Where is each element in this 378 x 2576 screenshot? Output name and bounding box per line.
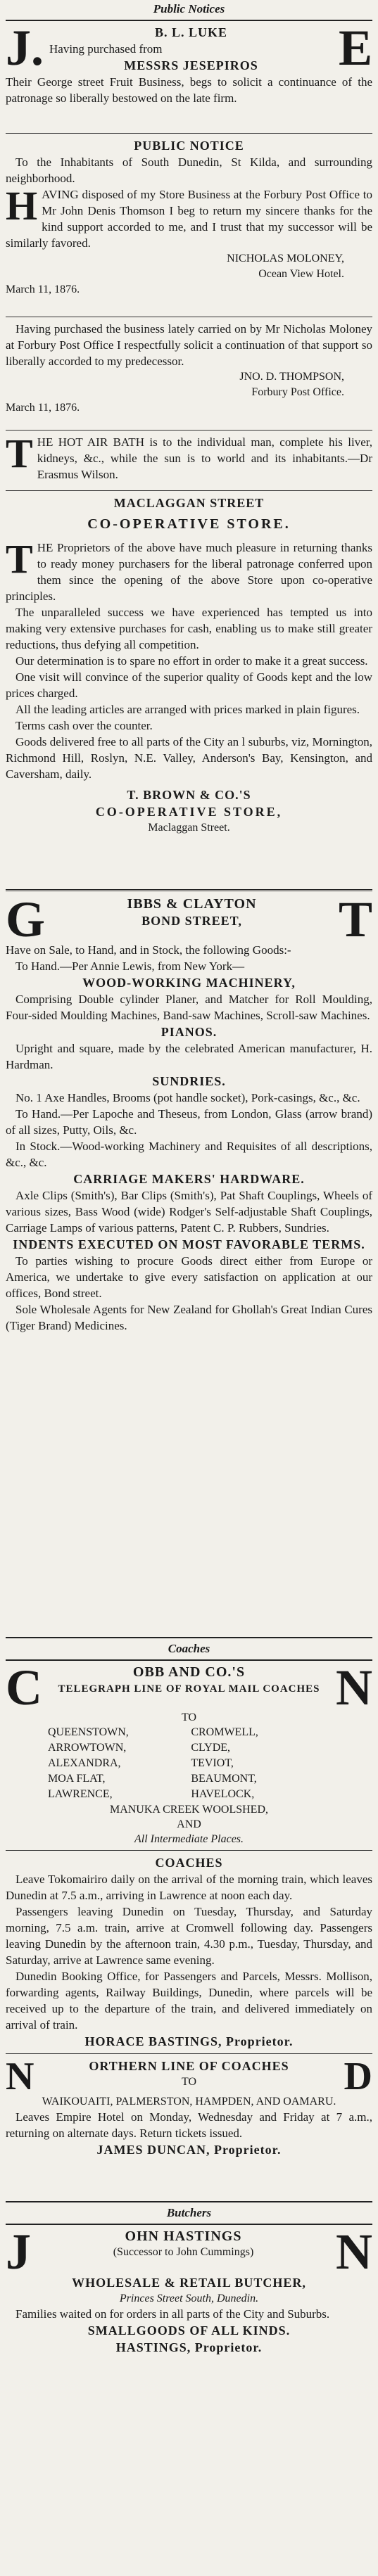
drop-capital: T	[6, 431, 33, 476]
notice-paragraph: In Stock.—Wood-working Machinery and Requisites of all descriptions, &c., &c.	[6, 1140, 372, 1169]
drop-capital: N	[6, 2055, 34, 2098]
drop-capital: N	[336, 1659, 372, 1716]
destination: BEAUMONT,	[191, 1773, 257, 1785]
destination: All Intermediate Places.	[134, 1833, 244, 1845]
subheading: COACHES	[155, 1856, 223, 1870]
notice-butcher	[6, 2224, 372, 2390]
subheading: SMALLGOODS OF ALL KINDS.	[87, 2323, 291, 2338]
notice-body: HE HOT AIR BATH is to the individual man, complete his liver, kidneys, &c., while the sun is to world and its inhabitants.—Dr Erasmus Wilson.	[37, 435, 372, 481]
notice-thompson	[6, 321, 372, 426]
destination: MOA FLAT,	[48, 1773, 106, 1785]
signature: CO-OPERATIVE STORE,	[95, 805, 283, 819]
dateline: March 11, 1876.	[6, 283, 80, 295]
notice-title: TELEGRAPH LINE OF ROYAL MAIL COACHES	[58, 1683, 320, 1695]
divider	[6, 1850, 372, 1851]
notice-paragraph: To Hand.—Per Lapoche and Theseus, from London, Glass (arrow brand) of all sizes, Putty, Oils, &c.	[6, 1107, 372, 1137]
signature: Forbury Post Office.	[251, 386, 344, 398]
notice-paragraph: To parties wishing to procure Goods direct either from Europe or America, we undertake to give every satisfaction on application at our offices, Bond street.	[6, 1254, 372, 1300]
notice-title: CO-OPERATIVE STORE.	[87, 516, 291, 532]
drop-capital: D	[344, 2055, 372, 2098]
notice-paragraph: Terms cash over the counter.	[15, 719, 153, 732]
notice-line: AND	[177, 1818, 201, 1830]
signature: Ocean View Hotel.	[258, 268, 344, 280]
divider	[6, 133, 372, 134]
subheading: PIANOS.	[160, 1025, 218, 1039]
divider	[6, 2053, 372, 2054]
notice-luke	[6, 20, 372, 129]
signature: NICHOLAS MOLONEY,	[227, 253, 344, 264]
notice-line: TO	[181, 2076, 197, 2088]
drop-capital: T	[6, 536, 33, 582]
drop-capital: E	[338, 20, 372, 76]
subheading: INDENTS EXECUTED ON MOST FAVORABLE TERMS.	[13, 1237, 365, 1251]
notice-moloney	[6, 137, 372, 313]
notice-intro: To the Inhabitants of South Dunedin, St Kilda, and surrounding neighborhood.	[6, 155, 372, 185]
notice-paragraph: The unparalleled success we have experienced has tempted us into making very extensive purchases for cash, enabling us to make still greater reductions, thus defying all competition.	[6, 606, 372, 651]
notice-paragraph: All the leading articles are arranged with prices marked in plain figures.	[15, 703, 360, 716]
drop-capital: J.	[6, 20, 44, 76]
destination: CLYDE,	[191, 1742, 231, 1754]
divider	[6, 889, 372, 891]
notice-title: PUBLIC NOTICE	[134, 139, 244, 153]
notice-paragraph: Axle Clips (Smith's), Bar Clips (Smith's), Pat Shaft Couplings, Wheels of various sizes, Bass Wood (wide) Rodger's Self-adjustable Shaft Couplings, Carriage Lamps of various patterns, Patent C. P. Rubbers, Sundries.	[6, 1189, 372, 1235]
notice-paragraph: One visit will convince of the superior quality of Goods kept and the low prices charged.	[6, 670, 372, 700]
destination: ARROWTOWN,	[48, 1742, 127, 1754]
signature: HORACE BASTINGS, Proprietor.	[84, 2034, 294, 2048]
destination: WAIKOUAITI, PALMERSTON, HAMPDEN, AND OAMARU.	[42, 2096, 336, 2108]
notice-paragraph: Leave Tokomairiro daily on the arrival of the morning train, which leaves Dunedin at 7.5 a.m., arriving in Lawrence at noon each day.	[6, 1873, 372, 1902]
notice-body: Having purchased the business lately carried on by Mr Nicholas Moloney at Forbury Post Office I respectfully solicit a continuation of that support so liberally accorded to my predecessor.	[6, 322, 372, 368]
notice-cooperative-store	[6, 495, 372, 885]
divider	[6, 1637, 372, 1638]
drop-capital: T	[338, 891, 372, 948]
notice-cobb-coaches	[6, 1659, 372, 2198]
signature: HASTINGS, Proprietor.	[115, 2340, 263, 2354]
section-header: Butchers	[166, 2206, 212, 2219]
notice-paragraph: HE Proprietors of the above have much pleasure in returning thanks to ready money purchasers for the liberal patronage conferred upon them since the opening of the above Store upon co-operative principles.	[6, 541, 372, 603]
divider	[6, 1659, 372, 1661]
destination: QUEENSTOWN,	[48, 1726, 129, 1738]
divider	[6, 2201, 372, 2202]
notice-paragraph: No. 1 Axe Handles, Brooms (pot handle socket), Pork-casings, &c., &c.	[15, 1091, 360, 1104]
destination: MANUKA CREEK WOOLSHED,	[109, 1804, 269, 1816]
notice-paragraph: Dunedin Booking Office, for Passengers and Parcels, Messrs. Mollison, forwarding agents, Railway Buildings, Dunedin, where parcels will be received up to the departure of the train, and delivered immediately on arrival of train.	[6, 1970, 372, 2032]
drop-capital: N	[336, 2224, 372, 2280]
signature: T. BROWN & CO.'S	[127, 788, 251, 802]
dateline: March 11, 1876.	[6, 402, 80, 414]
notice-line: (Successor to John Cummings)	[113, 2246, 254, 2258]
notice-intro: Have on Sale, to Hand, and in Stock, the following Goods:-	[6, 943, 291, 957]
destination: CROMWELL,	[191, 1726, 258, 1738]
drop-capital: J	[6, 2224, 31, 2280]
advertiser-name: OHN HASTINGS	[125, 2229, 242, 2244]
destination: LAWRENCE,	[48, 1788, 113, 1800]
section-header: Public Notices	[153, 2, 225, 15]
notice-paragraph: Our determination is to spare no effort in order to make it a great success.	[15, 654, 368, 668]
destinations-list	[6, 1725, 372, 1802]
drop-capital: H	[6, 183, 38, 229]
divider	[6, 2224, 372, 2225]
advertiser-address: BOND STREET,	[141, 914, 242, 928]
destinations-right	[191, 1725, 323, 1802]
signature: JNO. D. THOMPSON,	[239, 371, 344, 383]
signature: JAMES DUNCAN, Proprietor.	[96, 2143, 282, 2157]
drop-capital: C	[6, 1659, 42, 1716]
notice-paragraph: Sole Wholesale Agents for New Zealand for Ghollah's Great Indian Cures (Tiger Brand) Medicines.	[6, 1303, 372, 1332]
signature: Maclaggan Street.	[148, 822, 230, 834]
notice-body: Their George street Fruit Business, begs to solicit a continuance of the patronage so liberally bestowed on the late firm.	[6, 75, 372, 105]
notice-paragraph: Leaves Empire Hotel on Monday, Wednesday and Friday at 7 a.m., returning on alternate days. Return tickets issued.	[6, 2110, 372, 2140]
notice-line: TO	[181, 1711, 197, 1723]
notice-paragraph: Upright and square, made by the celebrated American manufacturer, H. Hardman.	[6, 1042, 372, 1071]
notice-line: Having purchased from	[49, 42, 163, 56]
advertiser-name: B. L. LUKE	[154, 25, 227, 39]
notice-gibbs-clayton	[6, 891, 372, 1634]
notice-paragraph: Comprising Double cylinder Planer, and Matcher for Roll Moulding, Four-sided Moulding Machines, Band-saw Machines, Scroll-saw Machines.	[6, 993, 372, 1022]
notice-title: WHOLESALE & RETAIL BUTCHER,	[72, 2276, 306, 2290]
notice-line: MESSRS JESEPIROS	[124, 58, 258, 72]
section-header: Coaches	[168, 1642, 210, 1655]
divider	[6, 20, 372, 21]
notice-paragraph: Families waited on for orders in all parts of the City and Suburbs.	[15, 2307, 330, 2321]
subheading: SUNDRIES.	[152, 1074, 226, 1088]
destinations-left	[48, 1725, 180, 1802]
notice-paragraph: Passengers leaving Dunedin on Tuesday, Thursday, and Saturday morning, 7.5 a.m. train, arrive at Cromwell following day. Passengers leaving Dunedin by the afternoon train, 4.30 p.m., Tuesday, Thursday, and Saturday, arrive at Lawrence same evening.	[6, 1905, 372, 1967]
notice-title: ORTHERN LINE OF COACHES	[89, 2059, 289, 2073]
advertiser-name: IBBS & CLAYTON	[127, 896, 257, 912]
subheading: WOOD-WORKING MACHINERY,	[82, 976, 296, 990]
notice-paragraph: To Hand.—Per Annie Lewis, from New York—	[15, 959, 245, 973]
divider	[6, 490, 372, 491]
drop-capital: G	[6, 891, 46, 948]
subheading: CARRIAGE MAKERS' HARDWARE.	[73, 1172, 305, 1186]
notice-title: MACLAGGAN STREET	[113, 496, 265, 510]
divider	[6, 430, 372, 431]
destination: HAVELOCK,	[191, 1788, 255, 1800]
advertiser-address: Princes Street South, Dunedin.	[119, 2293, 259, 2304]
advertiser-name: OBB AND CO.'S	[132, 1664, 246, 1680]
destination: ALEXANDRA,	[48, 1757, 121, 1769]
notice-hot-air-bath	[6, 431, 372, 487]
destination: TEVIOT,	[191, 1757, 234, 1769]
notice-paragraph: Goods delivered free to all parts of the City an l suburbs, viz, Mornington, Richmond Hill, Roslyn, N.E. Valley, Anderson's Bay, Kensington, and Caversham, daily.	[6, 735, 372, 781]
notice-body: AVING disposed of my Store Business at the Forbury Post Office to Mr John Denis Thomson I beg to return my sincere thanks for the kind support accorded to me, and I trust that my successor will be similarly favored.	[6, 188, 372, 250]
